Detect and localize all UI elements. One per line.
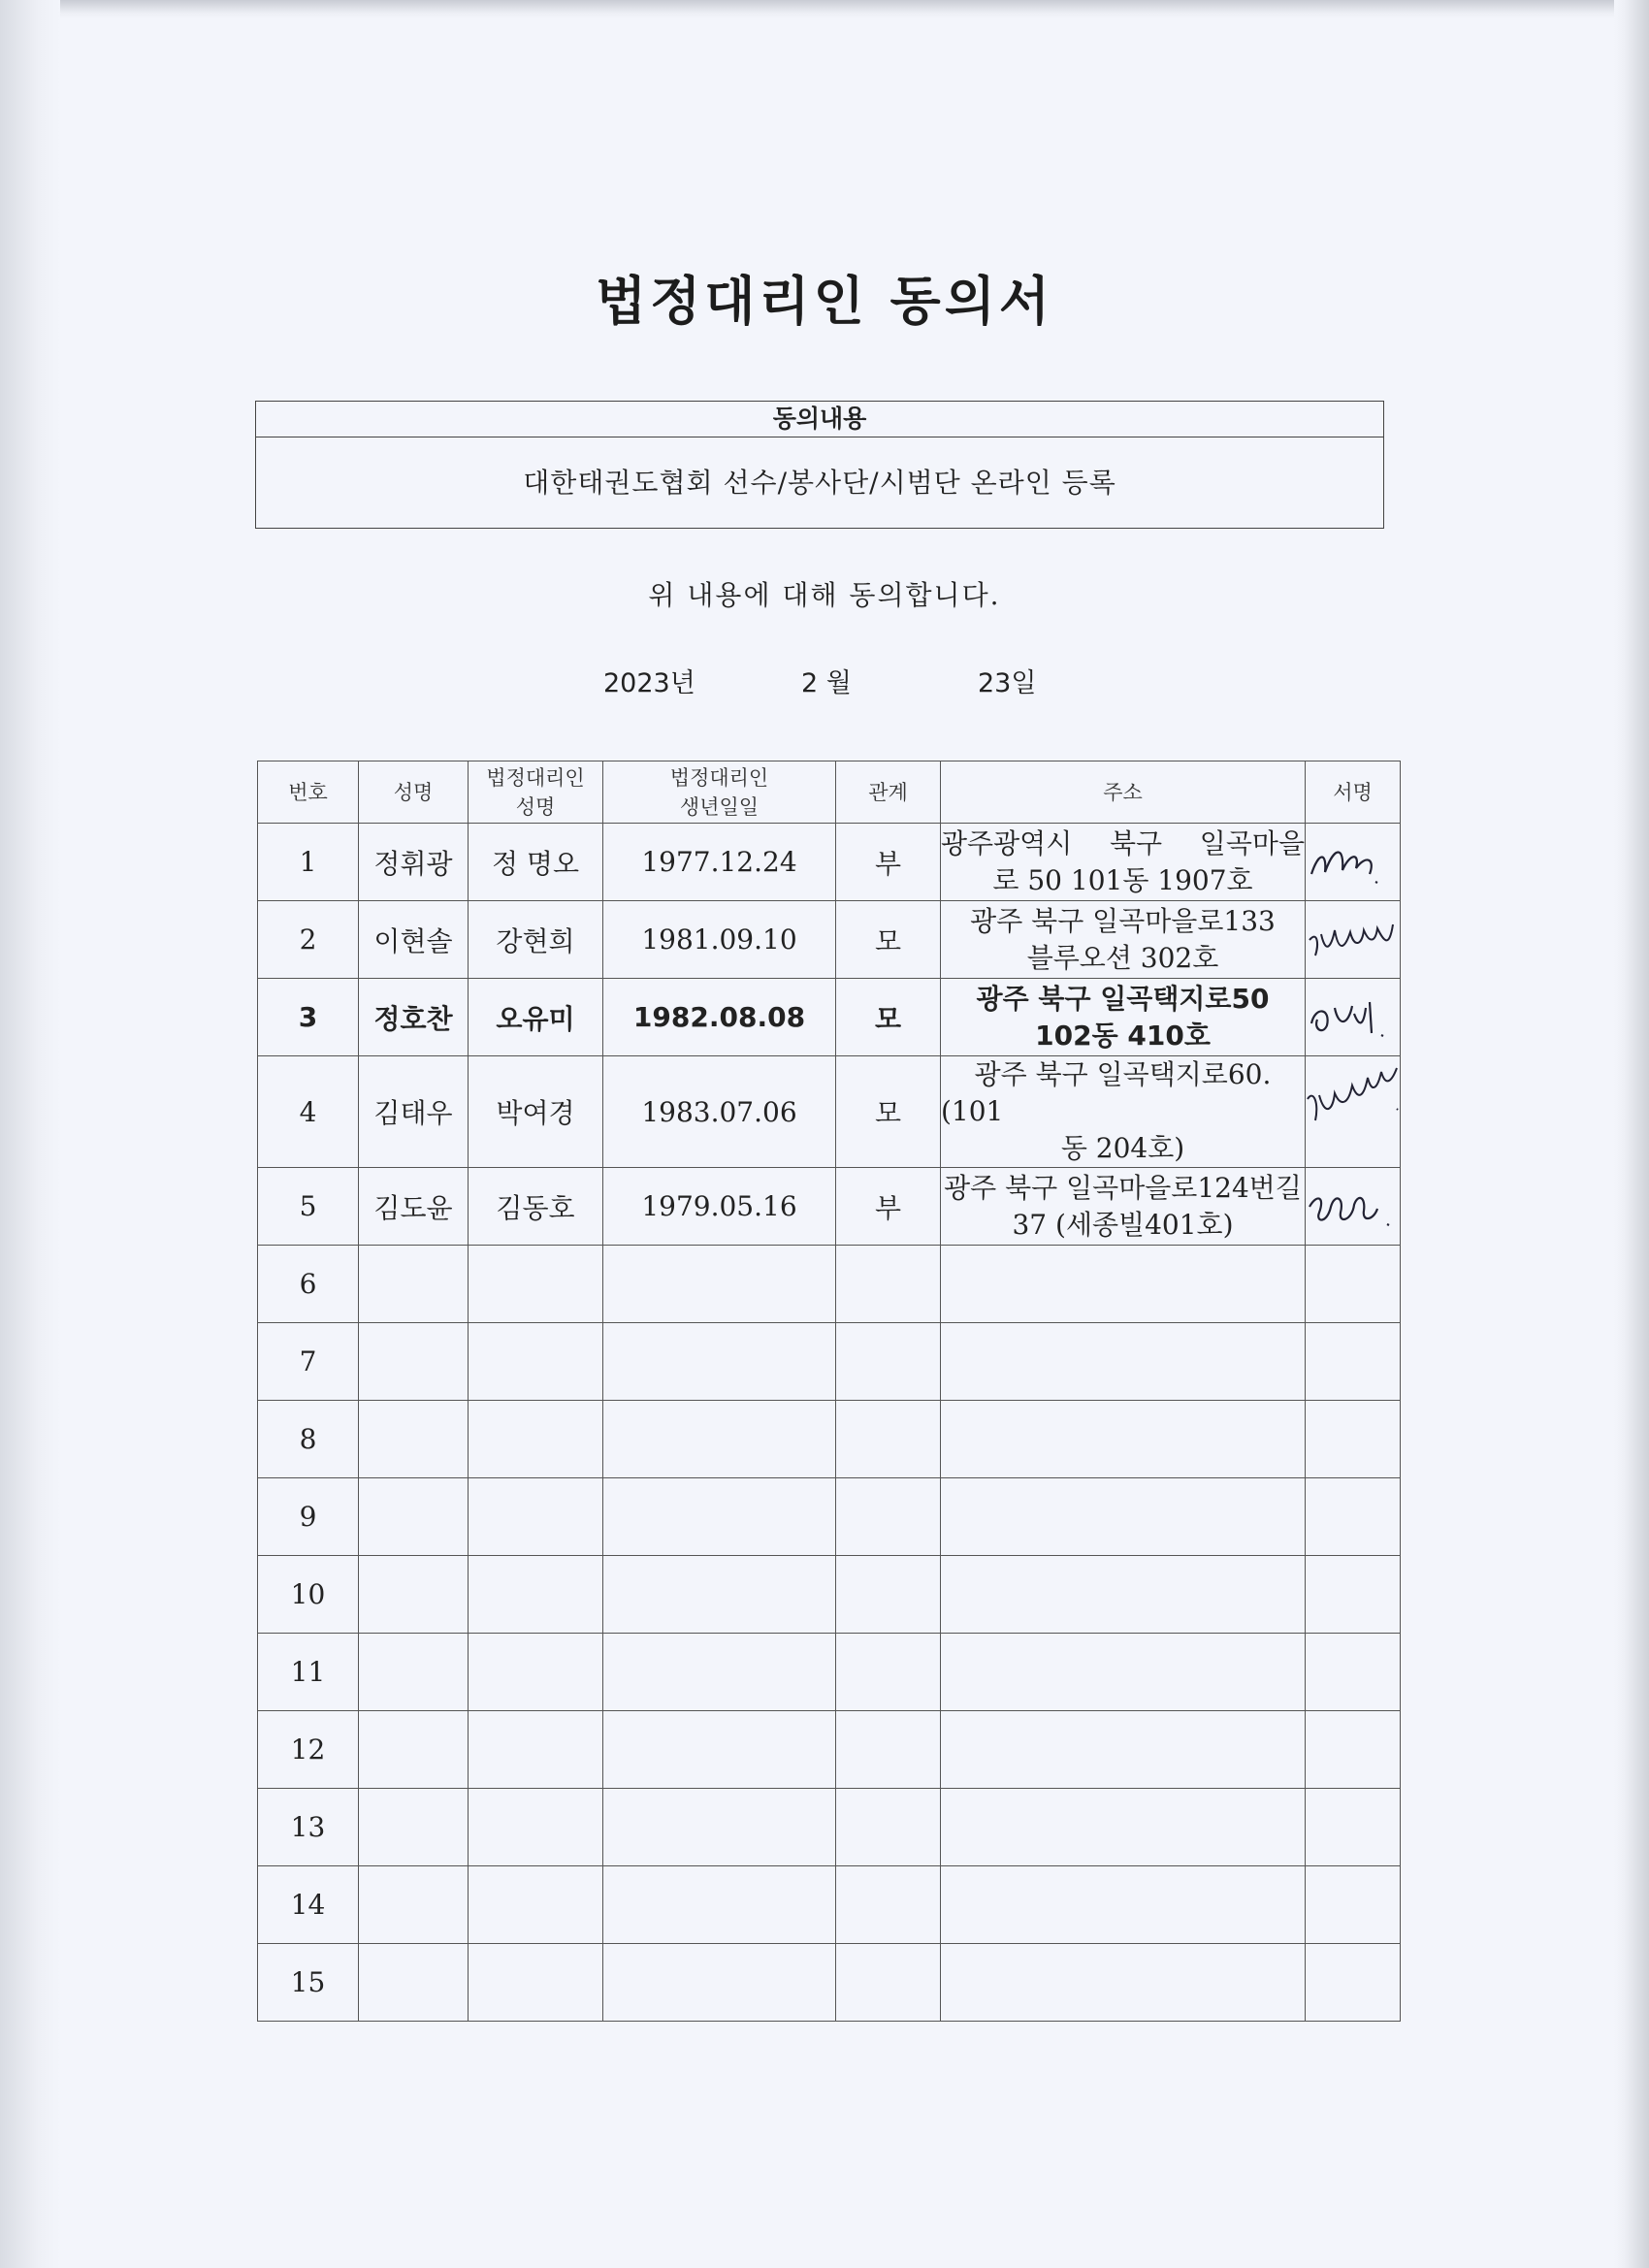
table-row: [258, 1711, 1401, 1789]
row-address: [941, 1711, 1306, 1789]
row-name: 이현솔: [359, 901, 469, 979]
row-name: 정호찬: [359, 979, 469, 1056]
table-row: [258, 1401, 1401, 1478]
signature-scribble: [1306, 1056, 1401, 1133]
row-address: [941, 979, 1306, 1056]
row-signature: [1306, 1866, 1401, 1944]
row-address: [941, 1789, 1306, 1866]
row-address: [941, 1478, 1306, 1556]
header-guardian-name-text: 법정대리인 성명: [486, 765, 585, 819]
guardian-table: [257, 761, 1401, 2022]
row-address-line2: 로 50 101동 1907호: [992, 863, 1253, 896]
table-row: [258, 1944, 1401, 2022]
row-signature: [1306, 979, 1401, 1056]
row-guardian-birth: [603, 1789, 836, 1866]
row-guardian-birth: 1979.05.16: [603, 1168, 836, 1246]
row-relation: [836, 1478, 941, 1556]
signature-scribble: [1306, 824, 1401, 900]
table-row: [258, 1556, 1401, 1634]
row-address: [941, 901, 1306, 979]
row-guardian-birth: [603, 1323, 836, 1401]
row-no: 3: [258, 979, 359, 1056]
row-name: [359, 1634, 469, 1711]
row-name: [359, 1556, 469, 1634]
row-relation: [836, 1944, 941, 2022]
signature-scribble: [1306, 979, 1401, 1055]
signature-scribble: [1306, 901, 1401, 978]
row-guardian-name: [469, 1866, 603, 1944]
row-no: 7: [258, 1323, 359, 1401]
row-no: 9: [258, 1478, 359, 1556]
row-address: [941, 1866, 1306, 1944]
row-relation: [836, 1634, 941, 1711]
row-guardian-name: [469, 1556, 603, 1634]
row-signature: [1306, 1323, 1401, 1401]
row-name: 김태우: [359, 1056, 469, 1168]
header-guardian-birth: [603, 761, 836, 824]
row-address: [941, 1056, 1306, 1168]
row-name: [359, 1866, 469, 1944]
row-guardian-birth: [603, 1246, 836, 1323]
table-row: [258, 979, 1401, 1056]
row-relation: 부: [836, 1168, 941, 1246]
row-address: [941, 824, 1306, 901]
row-guardian-name: [469, 1478, 603, 1556]
table-row: [258, 1866, 1401, 1944]
row-address-line1: 광주 북구 일곡마을로124번길: [944, 1171, 1302, 1204]
table-row: [258, 1789, 1401, 1866]
row-guardian-name: [469, 1634, 603, 1711]
table-row: [258, 1168, 1401, 1246]
row-guardian-name: 김동호: [469, 1168, 603, 1246]
date-year: 2023년: [603, 668, 695, 698]
row-signature: [1306, 1556, 1401, 1634]
row-guardian-name: 강현희: [469, 901, 603, 979]
row-guardian-birth: 1977.12.24: [603, 824, 836, 901]
row-no: 4: [258, 1056, 359, 1168]
agreement-statement: 위 내용에 대해 동의합니다.: [648, 579, 1001, 611]
row-guardian-name: 박여경: [469, 1056, 603, 1168]
row-no: 2: [258, 901, 359, 979]
row-guardian-birth: 1983.07.06: [603, 1056, 836, 1168]
row-no: 13: [258, 1789, 359, 1866]
header-guardian-birth-text: 법정대리인 생년일일: [669, 765, 769, 819]
row-guardian-birth: [603, 1401, 836, 1478]
row-no: 15: [258, 1944, 359, 2022]
row-guardian-name: [469, 1323, 603, 1401]
row-address-line1: 광주 북구 일곡택지로60. (101: [941, 1058, 1272, 1127]
row-address-line1: 광주광역시 북구 일곡마을: [941, 826, 1305, 859]
row-address-line2: 블루오션 302호: [1026, 941, 1219, 974]
row-guardian-birth: [603, 1866, 836, 1944]
row-name: [359, 1944, 469, 2022]
row-guardian-birth: [603, 1944, 836, 2022]
row-address-line2: 동 204호): [1060, 1132, 1185, 1164]
row-name: [359, 1323, 469, 1401]
row-address-line1: 광주 북구 일곡마을로133: [970, 904, 1276, 937]
header-guardian-name: [469, 761, 603, 824]
scan-edge-top: [0, 0, 1649, 19]
signature-scribble: [1306, 1168, 1401, 1245]
row-relation: 모: [836, 979, 941, 1056]
header-relation: 관계: [836, 761, 941, 824]
header-signature: 서명: [1306, 761, 1401, 824]
row-guardian-name: [469, 1789, 603, 1866]
row-address: [941, 1323, 1306, 1401]
consent-header: 동의내용: [256, 402, 1383, 437]
row-signature: [1306, 1168, 1401, 1246]
row-guardian-name: [469, 1944, 603, 2022]
row-no: 12: [258, 1711, 359, 1789]
scan-edge-right: [1614, 0, 1649, 2268]
table-row: [258, 1246, 1401, 1323]
row-relation: [836, 1323, 941, 1401]
table-row: [258, 1323, 1401, 1401]
row-relation: [836, 1401, 941, 1478]
row-address-line1: 광주 북구 일곡택지로50: [976, 982, 1270, 1015]
row-guardian-birth: 1982.08.08: [603, 979, 836, 1056]
header-address: 주소: [941, 761, 1306, 824]
consent-content: 대한태권도협회 선수/봉사단/시범단 온라인 등록: [523, 467, 1116, 499]
table-row: [258, 824, 1401, 901]
row-relation: [836, 1711, 941, 1789]
row-signature: [1306, 824, 1401, 901]
row-address: [941, 1401, 1306, 1478]
row-guardian-birth: [603, 1711, 836, 1789]
row-signature: [1306, 1401, 1401, 1478]
row-relation: 부: [836, 824, 941, 901]
header-name: 성명: [359, 761, 469, 824]
row-relation: [836, 1246, 941, 1323]
table-header-row: [258, 761, 1401, 824]
row-no: 6: [258, 1246, 359, 1323]
row-no: 5: [258, 1168, 359, 1246]
table-row: [258, 1478, 1401, 1556]
row-name: 김도윤: [359, 1168, 469, 1246]
row-signature: [1306, 1711, 1401, 1789]
row-guardian-birth: [603, 1634, 836, 1711]
row-guardian-name: [469, 1711, 603, 1789]
row-address: [941, 1634, 1306, 1711]
row-signature: [1306, 1478, 1401, 1556]
row-no: 14: [258, 1866, 359, 1944]
row-address: [941, 1168, 1306, 1246]
row-name: 정휘광: [359, 824, 469, 901]
table-row: [258, 901, 1401, 979]
row-address-line2: 37 (세종빌401호): [1012, 1208, 1234, 1241]
row-address: [941, 1246, 1306, 1323]
document-title: 법정대리인 동의서: [595, 271, 1054, 332]
row-no: 10: [258, 1556, 359, 1634]
row-address: [941, 1944, 1306, 2022]
row-name: [359, 1246, 469, 1323]
row-no: 1: [258, 824, 359, 901]
row-signature: [1306, 1634, 1401, 1711]
date-day: 23일: [978, 668, 1037, 698]
row-guardian-birth: [603, 1556, 836, 1634]
row-guardian-name: 오유미: [469, 979, 603, 1056]
row-relation: [836, 1556, 941, 1634]
row-guardian-name: [469, 1401, 603, 1478]
row-signature: [1306, 1056, 1401, 1168]
row-name: [359, 1401, 469, 1478]
date-month: 2 월: [801, 668, 852, 698]
row-address-line2: 102동 410호: [1035, 1019, 1211, 1052]
row-guardian-name: [469, 1246, 603, 1323]
header-no: 번호: [258, 761, 359, 824]
row-address: [941, 1556, 1306, 1634]
table-row: [258, 1634, 1401, 1711]
row-signature: [1306, 1789, 1401, 1866]
row-guardian-birth: 1981.09.10: [603, 901, 836, 979]
row-no: 11: [258, 1634, 359, 1711]
row-signature: [1306, 901, 1401, 979]
row-name: [359, 1789, 469, 1866]
row-name: [359, 1478, 469, 1556]
row-relation: 모: [836, 901, 941, 979]
scan-edge-left: [0, 0, 60, 2268]
row-relation: [836, 1789, 941, 1866]
row-relation: 모: [836, 1056, 941, 1168]
row-no: 8: [258, 1401, 359, 1478]
consent-box: [255, 401, 1384, 529]
row-relation: [836, 1866, 941, 1944]
row-signature: [1306, 1246, 1401, 1323]
table-row: [258, 1056, 1401, 1168]
row-guardian-birth: [603, 1478, 836, 1556]
row-name: [359, 1711, 469, 1789]
row-signature: [1306, 1944, 1401, 2022]
row-guardian-name: 정 명오: [469, 824, 603, 901]
